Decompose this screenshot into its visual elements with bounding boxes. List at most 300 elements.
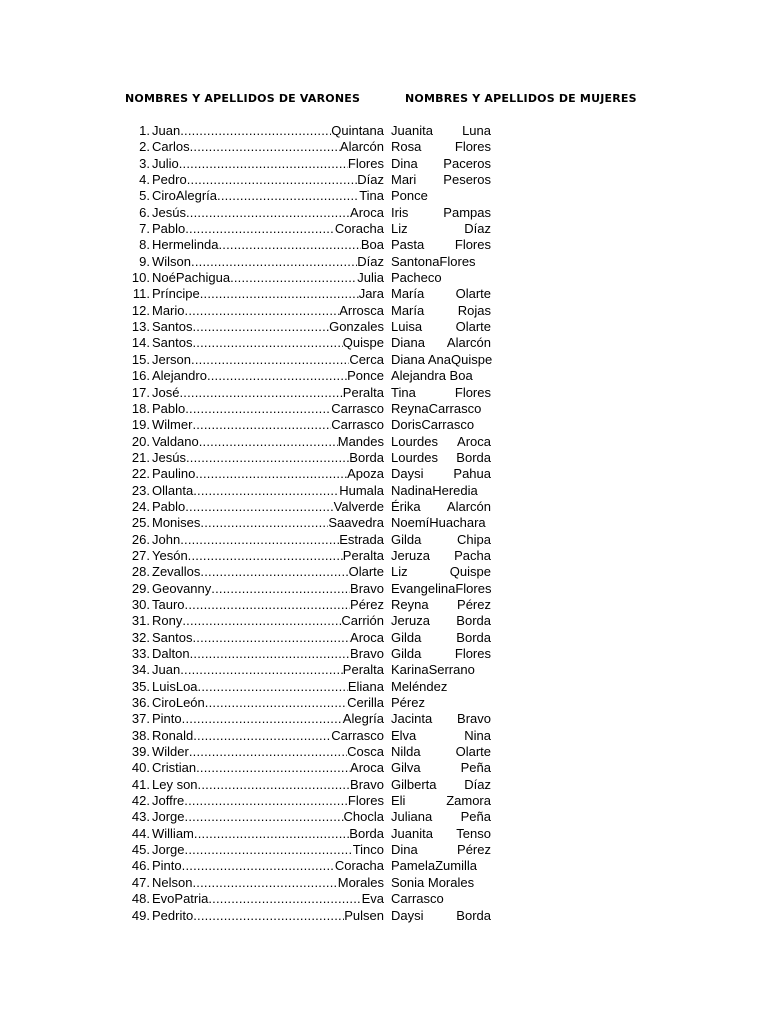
- list-row: [0, 744, 768, 760]
- row-number: 8.: [139, 237, 150, 253]
- row-number: 15.: [131, 351, 150, 367]
- male-name: [152, 597, 384, 613]
- male-name: [152, 385, 384, 401]
- female-last-name: Olarte: [455, 744, 491, 760]
- female-first-name: Daysi: [391, 907, 424, 923]
- row-number: 24.: [131, 498, 150, 514]
- dot-leader: [192, 875, 337, 891]
- male-first-name: Pablo: [152, 400, 186, 416]
- dot-leader: [217, 188, 359, 204]
- female-first-name: KarinaSerrano: [391, 662, 475, 678]
- male-name: [152, 172, 384, 188]
- male-first-name: Yesón: [152, 547, 188, 563]
- male-name: [152, 711, 384, 727]
- list-row: [0, 515, 768, 531]
- male-last-name: Tina: [359, 188, 384, 204]
- dot-leader: [179, 156, 348, 172]
- male-first-name: Príncipe: [152, 286, 200, 302]
- female-first-name: Iris: [391, 204, 409, 220]
- male-first-name: Pinto: [152, 711, 182, 727]
- row-number: 25.: [131, 515, 150, 531]
- male-first-name: Dalton: [152, 646, 190, 661]
- list-row: [0, 156, 768, 172]
- list-row: [0, 728, 768, 744]
- dot-leader: [182, 711, 343, 727]
- list-row: [0, 564, 768, 580]
- female-name: [391, 450, 491, 466]
- female-first-name: María: [391, 302, 425, 318]
- names-list: [0, 123, 768, 924]
- list-row: [0, 858, 768, 874]
- row-number: 41.: [131, 776, 150, 792]
- female-name: [391, 417, 491, 433]
- row-number: 3.: [139, 155, 150, 171]
- male-last-name: Ponce: [347, 368, 384, 384]
- row-number: 38.: [131, 727, 150, 743]
- dot-leader: [211, 581, 350, 597]
- dot-leader: [182, 858, 335, 874]
- male-first-name: Wilson: [152, 253, 192, 269]
- female-last-name: Flores: [454, 384, 491, 400]
- dot-leader: [180, 532, 339, 548]
- male-name: [152, 270, 384, 286]
- male-last-name: Mandes: [337, 433, 384, 449]
- male-last-name: Alegría: [342, 711, 384, 727]
- row-number: 30.: [131, 596, 150, 612]
- dot-leader: [186, 205, 350, 221]
- list-row: [0, 875, 768, 891]
- female-last-name: Rojas: [457, 302, 491, 318]
- female-last-name: Borda: [456, 629, 491, 645]
- female-last-name: Pérez: [457, 596, 491, 612]
- list-row: [0, 679, 768, 695]
- female-name: [391, 679, 491, 695]
- list-row: [0, 777, 768, 793]
- male-first-name: Paulino: [152, 466, 196, 482]
- female-name: [391, 842, 491, 858]
- female-name: [391, 156, 491, 172]
- male-last-name: Bravo: [350, 580, 384, 596]
- row-number: 48.: [131, 891, 150, 907]
- female-first-name: EvangelinaFlores: [391, 580, 492, 596]
- male-name: [152, 630, 384, 646]
- male-name: [152, 450, 384, 466]
- list-row: [0, 172, 768, 188]
- list-row: [0, 237, 768, 253]
- female-name: [391, 891, 491, 907]
- list-row: [0, 499, 768, 515]
- female-name: [391, 809, 491, 825]
- male-last-name: Valverde: [333, 498, 384, 514]
- list-row: [0, 532, 768, 548]
- female-name: [391, 564, 491, 580]
- female-first-name: Tina: [391, 384, 416, 400]
- male-name: [152, 695, 384, 711]
- male-name: [152, 679, 384, 695]
- female-last-name: Olarte: [455, 286, 491, 302]
- male-first-name: Hermelinda: [152, 237, 219, 253]
- male-last-name: Díaz: [357, 172, 384, 188]
- row-number: 45.: [131, 842, 150, 858]
- list-row: [0, 352, 768, 368]
- female-name: [391, 466, 491, 482]
- row-number: 6.: [139, 204, 150, 220]
- female-first-name: SantonaFlores: [391, 253, 476, 269]
- row-number: 2.: [139, 139, 150, 155]
- row-number: 27.: [131, 547, 150, 563]
- dot-leader: [185, 303, 340, 319]
- dot-leader: [185, 401, 331, 417]
- female-name: [391, 499, 491, 515]
- male-last-name: Boa: [360, 237, 384, 253]
- dot-leader: [185, 809, 344, 825]
- dot-leader: [208, 891, 361, 907]
- female-first-name: Jacinta: [391, 711, 433, 727]
- female-last-name: Paceros: [443, 155, 491, 171]
- male-first-name: Pinto: [152, 858, 182, 874]
- female-first-name: Jeruza: [391, 547, 431, 563]
- female-name: [391, 368, 491, 384]
- male-last-name: Coracha: [334, 858, 384, 874]
- list-row: [0, 891, 768, 907]
- male-first-name: Valdano: [152, 433, 199, 449]
- male-first-name: Santos: [152, 319, 193, 335]
- male-name: [152, 662, 384, 678]
- female-last-name: Alarcón: [446, 335, 491, 351]
- list-row: [0, 695, 768, 711]
- male-last-name: Pulsen: [344, 907, 384, 923]
- row-number: 17.: [131, 384, 150, 400]
- list-row: [0, 221, 768, 237]
- female-first-name: DorisCarrasco: [391, 417, 475, 433]
- male-last-name: Cerca: [349, 351, 384, 367]
- female-name: [391, 728, 491, 744]
- male-first-name: Nelson: [152, 874, 193, 890]
- dot-leader: [200, 286, 359, 302]
- female-name: [391, 711, 491, 727]
- list-row: [0, 188, 768, 204]
- list-row: [0, 483, 768, 499]
- female-first-name: Jeruza: [391, 613, 431, 629]
- dot-leader: [182, 613, 341, 629]
- row-number: 12.: [131, 302, 150, 318]
- male-first-name: Pedro: [152, 172, 187, 188]
- male-first-name: Zevallos: [152, 564, 201, 580]
- male-first-name: Julio: [152, 155, 179, 171]
- male-name: [152, 548, 384, 564]
- row-number: 7.: [139, 221, 150, 237]
- female-last-name: Luna: [462, 123, 491, 138]
- list-row: [0, 809, 768, 825]
- list-row: [0, 319, 768, 335]
- female-last-name: Díaz: [464, 776, 491, 792]
- male-last-name: Gonzales: [329, 319, 384, 335]
- female-name: [391, 597, 491, 613]
- female-name: [391, 123, 491, 139]
- female-name: [391, 515, 491, 531]
- male-last-name: Aroca: [350, 204, 384, 220]
- female-name: [391, 777, 491, 793]
- male-name: [152, 434, 384, 450]
- row-number: 31.: [131, 613, 150, 629]
- female-last-name: Flores: [454, 646, 491, 661]
- list-row: [0, 368, 768, 384]
- male-name: [152, 368, 384, 384]
- male-name: [152, 156, 384, 172]
- row-number: 26.: [131, 531, 150, 547]
- female-name: [391, 172, 491, 188]
- male-last-name: Carrasco: [331, 417, 384, 433]
- female-last-name: Olarte: [455, 319, 491, 335]
- male-name: [152, 826, 384, 842]
- row-number: 28.: [131, 564, 150, 580]
- row-number: 33.: [131, 646, 150, 661]
- male-last-name: Olarte: [348, 564, 384, 580]
- list-row: [0, 662, 768, 678]
- female-name: [391, 695, 491, 711]
- male-first-name: CiroLeón: [152, 695, 205, 711]
- male-name: [152, 793, 384, 809]
- male-last-name: Cosca: [347, 744, 384, 760]
- list-row: [0, 434, 768, 450]
- male-last-name: Borda: [349, 825, 384, 841]
- female-name: [391, 630, 491, 646]
- dot-leader: [193, 483, 339, 499]
- male-name: [152, 809, 384, 825]
- male-name: [152, 875, 384, 891]
- row-number: 18.: [131, 400, 150, 416]
- male-last-name: Jara: [358, 286, 384, 302]
- male-first-name: Jorge: [152, 809, 185, 825]
- female-first-name: Juanita: [391, 825, 433, 841]
- male-name: [152, 205, 384, 221]
- male-name: [152, 401, 384, 417]
- female-first-name: Daysi: [391, 466, 424, 482]
- male-last-name: Aroca: [350, 760, 384, 776]
- row-number: 36.: [131, 695, 150, 711]
- male-first-name: Jerson: [152, 351, 192, 367]
- female-first-name: Rosa: [391, 139, 422, 155]
- male-last-name: Alarcón: [339, 139, 384, 155]
- female-first-name: Liz: [391, 221, 408, 237]
- female-last-name: Chipa: [457, 531, 491, 547]
- dot-leader: [195, 466, 347, 482]
- dot-leader: [179, 385, 342, 401]
- dot-leader: [185, 499, 333, 515]
- female-last-name: Pacha: [454, 547, 491, 563]
- dot-leader: [185, 842, 353, 858]
- male-name: [152, 123, 384, 139]
- female-first-name: Gilda: [391, 531, 422, 547]
- female-first-name: Juliana: [391, 809, 433, 825]
- female-first-name: Gilda: [391, 646, 422, 661]
- female-name: [391, 188, 491, 204]
- female-first-name: Liz: [391, 564, 408, 580]
- male-last-name: Coracha: [334, 221, 384, 237]
- female-name: [391, 335, 491, 351]
- dot-leader: [192, 335, 342, 351]
- male-last-name: Julia: [357, 270, 384, 286]
- row-number: 4.: [139, 172, 150, 188]
- dot-leader: [207, 368, 347, 384]
- female-name: [391, 385, 491, 401]
- list-row: [0, 335, 768, 351]
- male-first-name: EvoPatria: [152, 891, 209, 907]
- male-first-name: Ronald: [152, 727, 194, 743]
- male-name: [152, 286, 384, 302]
- row-number: 29.: [131, 580, 150, 596]
- male-first-name: Wilmer: [152, 417, 193, 433]
- row-number: 19.: [131, 417, 150, 433]
- list-row: [0, 760, 768, 776]
- row-number: 46.: [131, 858, 150, 874]
- male-first-name: NoéPachigua: [152, 270, 231, 286]
- female-last-name: Bravo: [457, 711, 491, 727]
- female-last-name: Quispe: [449, 564, 491, 580]
- female-first-name: Dina: [391, 155, 418, 171]
- dot-leader: [190, 646, 350, 662]
- row-number: 5.: [139, 188, 150, 204]
- female-name: [391, 662, 491, 678]
- row-number: 11.: [132, 286, 150, 302]
- female-first-name: Luisa: [391, 319, 423, 335]
- row-number: 43.: [131, 809, 150, 825]
- female-last-name: Peña: [460, 760, 491, 776]
- dot-leader: [230, 270, 357, 286]
- list-row: [0, 711, 768, 727]
- male-last-name: Quispe: [342, 335, 384, 351]
- female-first-name: Érika: [391, 498, 421, 514]
- male-name: [152, 499, 384, 515]
- male-name: [152, 483, 384, 499]
- female-last-name: Zamora: [446, 793, 491, 809]
- dot-leader: [187, 172, 358, 188]
- male-name: [152, 760, 384, 776]
- male-last-name: Eliana: [347, 678, 384, 694]
- row-number: 40.: [131, 760, 150, 776]
- female-name: [391, 744, 491, 760]
- male-last-name: Aroca: [350, 629, 384, 645]
- female-first-name: Carrasco: [391, 891, 444, 907]
- row-number: 32.: [131, 629, 150, 645]
- list-row: [0, 270, 768, 286]
- list-row: [0, 908, 768, 924]
- male-first-name: Tauro: [152, 596, 185, 612]
- dot-leader: [200, 515, 328, 531]
- dot-leader: [180, 123, 331, 139]
- female-name: [391, 401, 491, 417]
- row-number: 10.: [131, 270, 150, 286]
- female-first-name: Juanita: [391, 123, 433, 138]
- female-first-name: Gilva: [391, 760, 421, 776]
- male-name: [152, 237, 384, 253]
- list-row: [0, 205, 768, 221]
- female-first-name: Lourdes: [391, 433, 438, 449]
- male-name: [152, 891, 384, 907]
- female-first-name: Diana: [391, 335, 425, 351]
- row-number: 20.: [131, 433, 150, 449]
- male-name: [152, 417, 384, 433]
- female-last-name: Flores: [454, 237, 491, 253]
- dot-leader: [186, 450, 349, 466]
- row-number: 35.: [131, 678, 150, 694]
- male-last-name: Apoza: [347, 466, 384, 482]
- male-name: [152, 908, 384, 924]
- male-last-name: Pérez: [350, 596, 384, 612]
- male-name: [152, 139, 384, 155]
- row-number: 23.: [131, 482, 150, 498]
- male-name: [152, 466, 384, 482]
- dot-leader: [193, 728, 331, 744]
- female-first-name: NoemíHuachara: [391, 515, 486, 531]
- female-name: [391, 646, 491, 662]
- female-name: [391, 303, 491, 319]
- male-name: [152, 532, 384, 548]
- male-last-name: Carrasco: [331, 400, 384, 416]
- female-name: [391, 270, 491, 286]
- row-number: 37.: [131, 711, 150, 727]
- list-row: [0, 450, 768, 466]
- dot-leader: [188, 548, 343, 564]
- male-last-name: Tinco: [352, 842, 384, 858]
- female-name: [391, 205, 491, 221]
- male-name: [152, 777, 384, 793]
- female-name: [391, 581, 491, 597]
- dot-leader: [200, 564, 348, 580]
- female-first-name: ReynaCarrasco: [391, 400, 482, 416]
- female-name: [391, 319, 491, 335]
- female-name: [391, 352, 491, 368]
- row-number: 22.: [131, 466, 150, 482]
- male-last-name: Morales: [337, 874, 384, 890]
- female-first-name: Eli: [391, 793, 406, 809]
- female-first-name: NadinaHeredia: [391, 482, 478, 498]
- male-first-name: Rony: [152, 613, 183, 629]
- female-first-name: Gilda: [391, 629, 422, 645]
- female-name: [391, 826, 491, 842]
- heading-mujeres: NOMBRES Y APELLIDOS DE MUJERES: [405, 92, 637, 105]
- dot-leader: [192, 319, 329, 335]
- male-name: [152, 319, 384, 335]
- dot-leader: [198, 777, 350, 793]
- male-first-name: Juan: [152, 662, 181, 678]
- male-last-name: Peralta: [342, 662, 384, 678]
- dot-leader: [192, 417, 331, 433]
- female-first-name: PamelaZumilla: [391, 858, 477, 874]
- dot-leader: [198, 679, 348, 695]
- male-last-name: Bravo: [350, 646, 384, 661]
- row-number: 47.: [131, 874, 150, 890]
- list-row: [0, 826, 768, 842]
- female-first-name: Ponce: [391, 188, 428, 204]
- row-number: 34.: [131, 662, 150, 678]
- male-first-name: Pedrito: [152, 907, 194, 923]
- male-first-name: Geovanny: [152, 580, 212, 596]
- list-row: [0, 123, 768, 139]
- male-first-name: Cristian: [152, 760, 197, 776]
- row-number: 13.: [131, 319, 150, 335]
- male-name: [152, 335, 384, 351]
- female-last-name: Tenso: [456, 825, 491, 841]
- list-row: [0, 303, 768, 319]
- dot-leader: [194, 826, 349, 842]
- row-number: 16.: [131, 368, 150, 384]
- row-number: 9.: [139, 253, 150, 269]
- female-last-name: Díaz: [464, 221, 491, 237]
- female-last-name: Pahua: [453, 466, 491, 482]
- male-first-name: Monises: [152, 515, 201, 531]
- female-name: [391, 139, 491, 155]
